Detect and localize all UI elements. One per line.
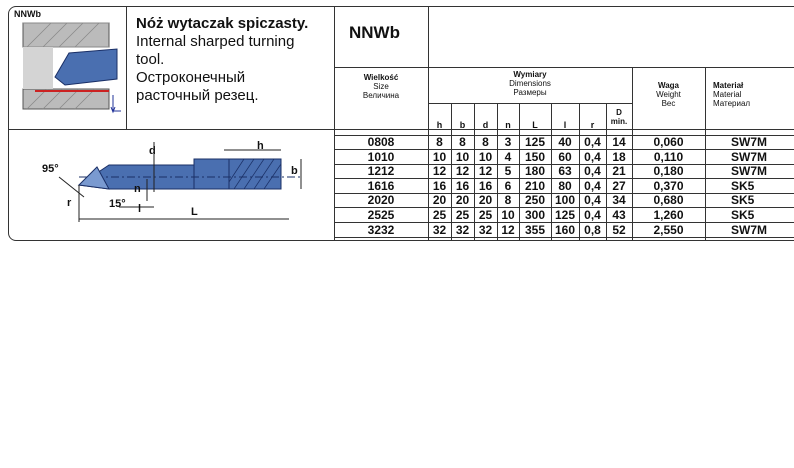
table-row bbox=[9, 135, 794, 150]
label-angle-side: 15° bbox=[109, 198, 126, 210]
cell-n: 3 bbox=[504, 135, 512, 149]
cell-d: 25 bbox=[478, 208, 493, 222]
cell-size: 2525 bbox=[367, 208, 395, 222]
col-b: b bbox=[459, 120, 466, 130]
table-row bbox=[9, 223, 794, 238]
cell-D: 14 bbox=[612, 135, 626, 149]
cell-D: 34 bbox=[612, 193, 626, 208]
label-d: d bbox=[149, 145, 156, 157]
cell-b: 32 bbox=[455, 222, 470, 237]
cell-h: 8 bbox=[436, 135, 443, 149]
label-b: b bbox=[291, 165, 298, 177]
cell-material: SW7M bbox=[731, 164, 767, 179]
cell-L: 300 bbox=[524, 208, 546, 222]
cell-d: 32 bbox=[478, 222, 493, 237]
cell-n: 4 bbox=[504, 149, 512, 164]
tool-in-bore-icon bbox=[17, 19, 125, 114]
cell-r: 0,4 bbox=[584, 178, 601, 193]
cell-n: 12 bbox=[501, 222, 515, 237]
table-row bbox=[9, 179, 794, 194]
cell-weight: 0,680 bbox=[653, 193, 684, 208]
cell-material: SK5 bbox=[731, 193, 755, 208]
divider bbox=[126, 7, 127, 129]
cell-h: 32 bbox=[432, 222, 447, 237]
col-l: l bbox=[563, 120, 567, 130]
cell-D: 21 bbox=[612, 164, 626, 179]
cell-L: 210 bbox=[524, 178, 546, 193]
label-angle-main: 95° bbox=[42, 163, 59, 175]
cell-r: 0,4 bbox=[584, 193, 601, 208]
size-header: Wielkość Size Величина bbox=[362, 73, 400, 100]
cell-L: 180 bbox=[524, 164, 546, 179]
col-h: h bbox=[436, 120, 443, 130]
title-ru: Остроконечный расточный резец. bbox=[136, 69, 259, 104]
cell-l: 100 bbox=[554, 193, 576, 208]
table-row bbox=[9, 164, 794, 179]
cell-d: 8 bbox=[482, 135, 489, 149]
cell-h: 12 bbox=[432, 164, 447, 179]
cell-weight: 2,550 bbox=[653, 222, 684, 237]
cell-weight: 0,110 bbox=[653, 149, 684, 164]
title-en: Internal sharped turning tool. bbox=[136, 33, 295, 68]
cell-l: 63 bbox=[558, 164, 572, 179]
cell-material: SK5 bbox=[731, 178, 755, 193]
product-card bbox=[8, 6, 794, 241]
cell-material: SW7M bbox=[731, 149, 767, 164]
product-title bbox=[136, 15, 316, 105]
cell-size: 3232 bbox=[367, 222, 395, 237]
cell-b: 12 bbox=[455, 164, 470, 179]
cell-d: 16 bbox=[478, 178, 493, 193]
cell-D: 52 bbox=[612, 222, 626, 237]
cell-l: 60 bbox=[558, 149, 572, 164]
cell-weight: 0,370 bbox=[653, 178, 684, 193]
cell-d: 20 bbox=[478, 193, 493, 208]
divider bbox=[334, 67, 794, 68]
cell-h: 20 bbox=[432, 193, 447, 208]
cell-l: 160 bbox=[554, 222, 576, 237]
col-L: L bbox=[532, 120, 538, 130]
title-pl: Nóż wytaczak spiczasty. bbox=[136, 15, 309, 32]
col-d: d bbox=[482, 120, 489, 130]
cell-r: 0,8 bbox=[584, 222, 601, 237]
weight-header: Waga Weight Вес bbox=[656, 81, 681, 108]
cell-b: 16 bbox=[455, 178, 470, 193]
series-label: NNWb bbox=[349, 23, 400, 42]
cell-size: 1212 bbox=[367, 164, 395, 179]
cell-L: 150 bbox=[524, 149, 546, 164]
table-row bbox=[9, 150, 794, 165]
col-Dmin: D min. bbox=[610, 108, 628, 126]
cell-D: 18 bbox=[612, 149, 626, 164]
cell-n: 8 bbox=[504, 193, 512, 208]
cell-r: 0,4 bbox=[584, 135, 601, 149]
cell-D: 27 bbox=[612, 178, 626, 193]
cell-r: 0,4 bbox=[584, 208, 601, 222]
cell-b: 8 bbox=[459, 135, 466, 149]
cell-b: 25 bbox=[455, 208, 470, 222]
cell-r: 0,4 bbox=[584, 149, 601, 164]
cell-l: 40 bbox=[558, 135, 572, 149]
divider bbox=[9, 129, 794, 130]
cell-size: 0808 bbox=[367, 135, 395, 149]
cell-b: 10 bbox=[455, 149, 470, 164]
cell-d: 10 bbox=[478, 149, 493, 164]
cell-h: 25 bbox=[432, 208, 447, 222]
table-row bbox=[9, 193, 794, 208]
cell-weight: 1,260 bbox=[653, 208, 684, 222]
table-row bbox=[9, 208, 794, 223]
cell-n: 10 bbox=[501, 208, 515, 222]
cell-weight: 0,060 bbox=[653, 135, 684, 149]
cell-size: 1010 bbox=[367, 149, 395, 164]
cell-L: 355 bbox=[524, 222, 546, 237]
cell-h: 10 bbox=[432, 149, 447, 164]
cell-size: 1616 bbox=[367, 178, 395, 193]
label-r: r bbox=[67, 197, 72, 209]
material-header: Materiał Material Материал bbox=[713, 81, 751, 108]
label-n: n bbox=[134, 183, 141, 195]
product-code: NNWb bbox=[14, 9, 41, 19]
cell-weight: 0,180 bbox=[653, 164, 684, 179]
divider bbox=[428, 7, 429, 67]
cell-D: 43 bbox=[612, 208, 626, 222]
label-h: h bbox=[257, 140, 264, 152]
col-n: n bbox=[505, 120, 511, 130]
cell-l: 125 bbox=[554, 208, 576, 222]
cell-r: 0,4 bbox=[584, 164, 601, 179]
cell-size: 2020 bbox=[367, 193, 395, 208]
cell-n: 5 bbox=[504, 164, 512, 179]
label-L: L bbox=[191, 206, 198, 218]
cell-h: 16 bbox=[432, 178, 447, 193]
cell-L: 125 bbox=[524, 135, 546, 149]
cell-L: 250 bbox=[524, 193, 546, 208]
cell-n: 6 bbox=[504, 178, 512, 193]
cell-l: 80 bbox=[558, 178, 572, 193]
col-r: r bbox=[590, 120, 595, 130]
cell-d: 12 bbox=[478, 164, 493, 179]
cell-material: SW7M bbox=[731, 222, 767, 237]
label-l: l bbox=[138, 203, 142, 215]
dimensions-header: Wymiary Dimensions Размеры bbox=[509, 70, 551, 97]
cell-b: 20 bbox=[455, 193, 470, 208]
cell-material: SW7M bbox=[731, 135, 767, 149]
divider bbox=[428, 103, 632, 104]
cell-material: SK5 bbox=[731, 208, 755, 222]
